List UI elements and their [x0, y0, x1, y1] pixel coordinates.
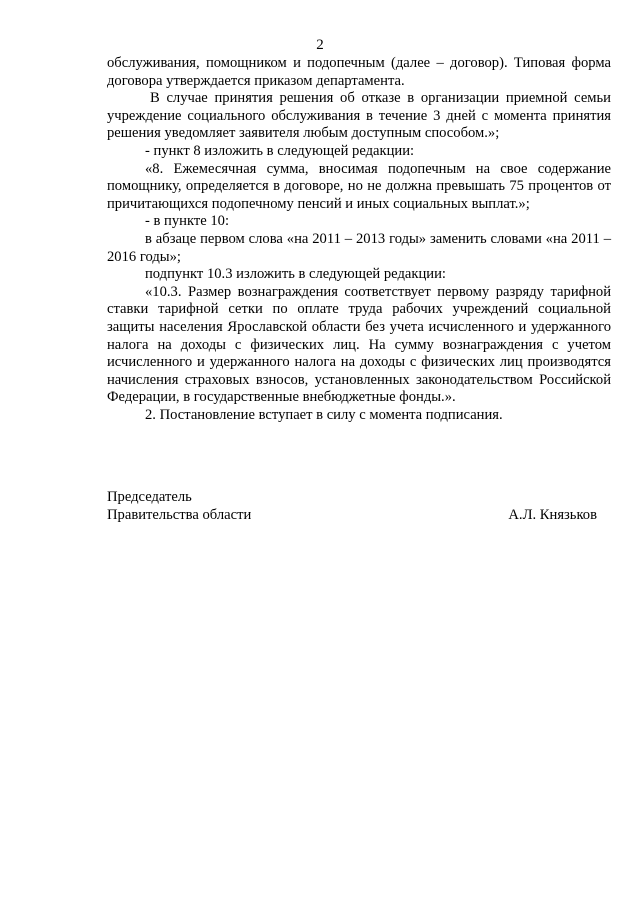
paragraph-contract-form: обслуживания, помощником и подопечным (далее – договор). Типовая форма договора утверждается приказом департамента.: [107, 55, 611, 89]
signatory-name: А.Л. Князьков: [508, 507, 597, 523]
paragraph-subitem-10-3-intro: подпункт 10.3 изложить в следующей редакции:: [145, 266, 446, 283]
signatory-title-line2: Правительства области: [107, 507, 252, 523]
paragraph-subitem-10-3-text: «10.3. Размер вознаграждения соответствует первому разряду тарифной ставки тарифной сетки по оплате труда рабочих учреждений социальной защиты населения Ярославской области без учета исчисленного и удержанного налога на доходы с физических лиц. На сумму вознаграждения с учетом исчисленного и удержанного налога на доходы с физических лиц производятся начисления страховых взносов, установленных законодательством Российской Федерации, в государственные внебюджетные фонды.».: [107, 283, 611, 406]
paragraph-item-10-intro: - в пункте 10:: [145, 213, 230, 230]
paragraph-item-10-years: в абзаце первом слова «на 2011 – 2013 годы» заменить словами «на 2011 – 2016 годы»;: [107, 230, 611, 265]
document-body: [107, 55, 611, 424]
paragraph-effective-date: 2. Постановление вступает в силу с момента подписания.: [145, 406, 503, 423]
page-number: 2: [316, 37, 324, 53]
paragraph-refusal-decision: В случае принятия решения об отказе в организации приемной семьи учреждение социального обслуживания в течение 3 дней с момента принятия решения уведомляет заявителя любым доступным способом.»;: [107, 90, 611, 142]
signature-block: [107, 488, 597, 524]
paragraph-item-8-text: «8. Ежемесячная сумма, вносимая подопечным на свое содержание помощнику, определяется в договоре, но не должна превышать 75 процентов от причитающихся подопечному пенсий и иных социальных выплат.»;: [107, 160, 611, 212]
signatory-title-line1: Председатель: [107, 489, 192, 505]
paragraph-item-8-intro: - пункт 8 изложить в следующей редакции:: [145, 142, 415, 159]
signature-row: [107, 506, 597, 524]
